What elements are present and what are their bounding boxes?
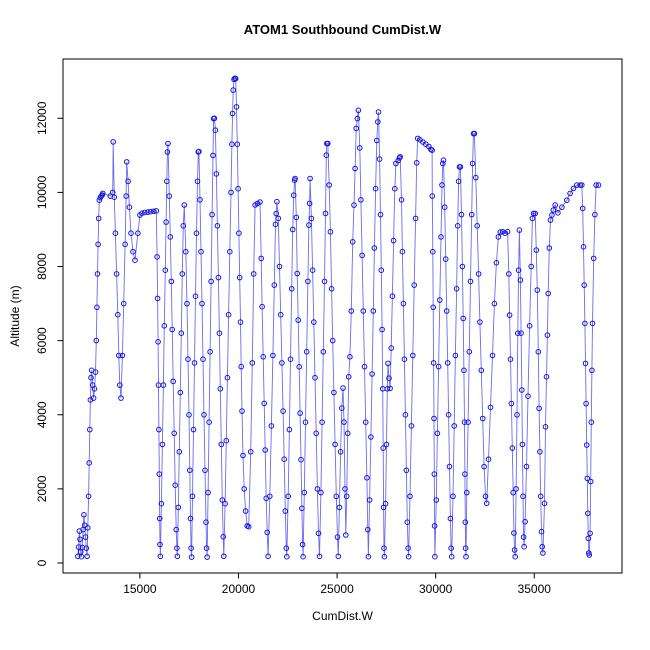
y-axis-label: Altitude (m) [8, 285, 22, 347]
x-tick-label: 30000 [418, 582, 453, 596]
x-tick-label: 20000 [221, 582, 256, 596]
y-tick-label: 0 [34, 559, 49, 567]
chart-title: ATOM1 Southbound CumDist.W [243, 22, 442, 37]
data-series-line [78, 78, 599, 557]
y-tick-label: 2000 [35, 475, 49, 503]
x-tick-label: 15000 [123, 582, 157, 596]
y-tick-label: 4000 [35, 401, 49, 429]
x-tick-label: 35000 [517, 582, 551, 596]
y-tick-label: 6000 [35, 327, 49, 354]
x-tick-label: 25000 [320, 582, 354, 596]
x-axis-label: CumDist.W [312, 609, 373, 623]
y-tick-label: 12000 [35, 101, 49, 135]
y-tick-label: 10000 [35, 175, 49, 210]
y-tick-label: 8000 [35, 253, 49, 280]
